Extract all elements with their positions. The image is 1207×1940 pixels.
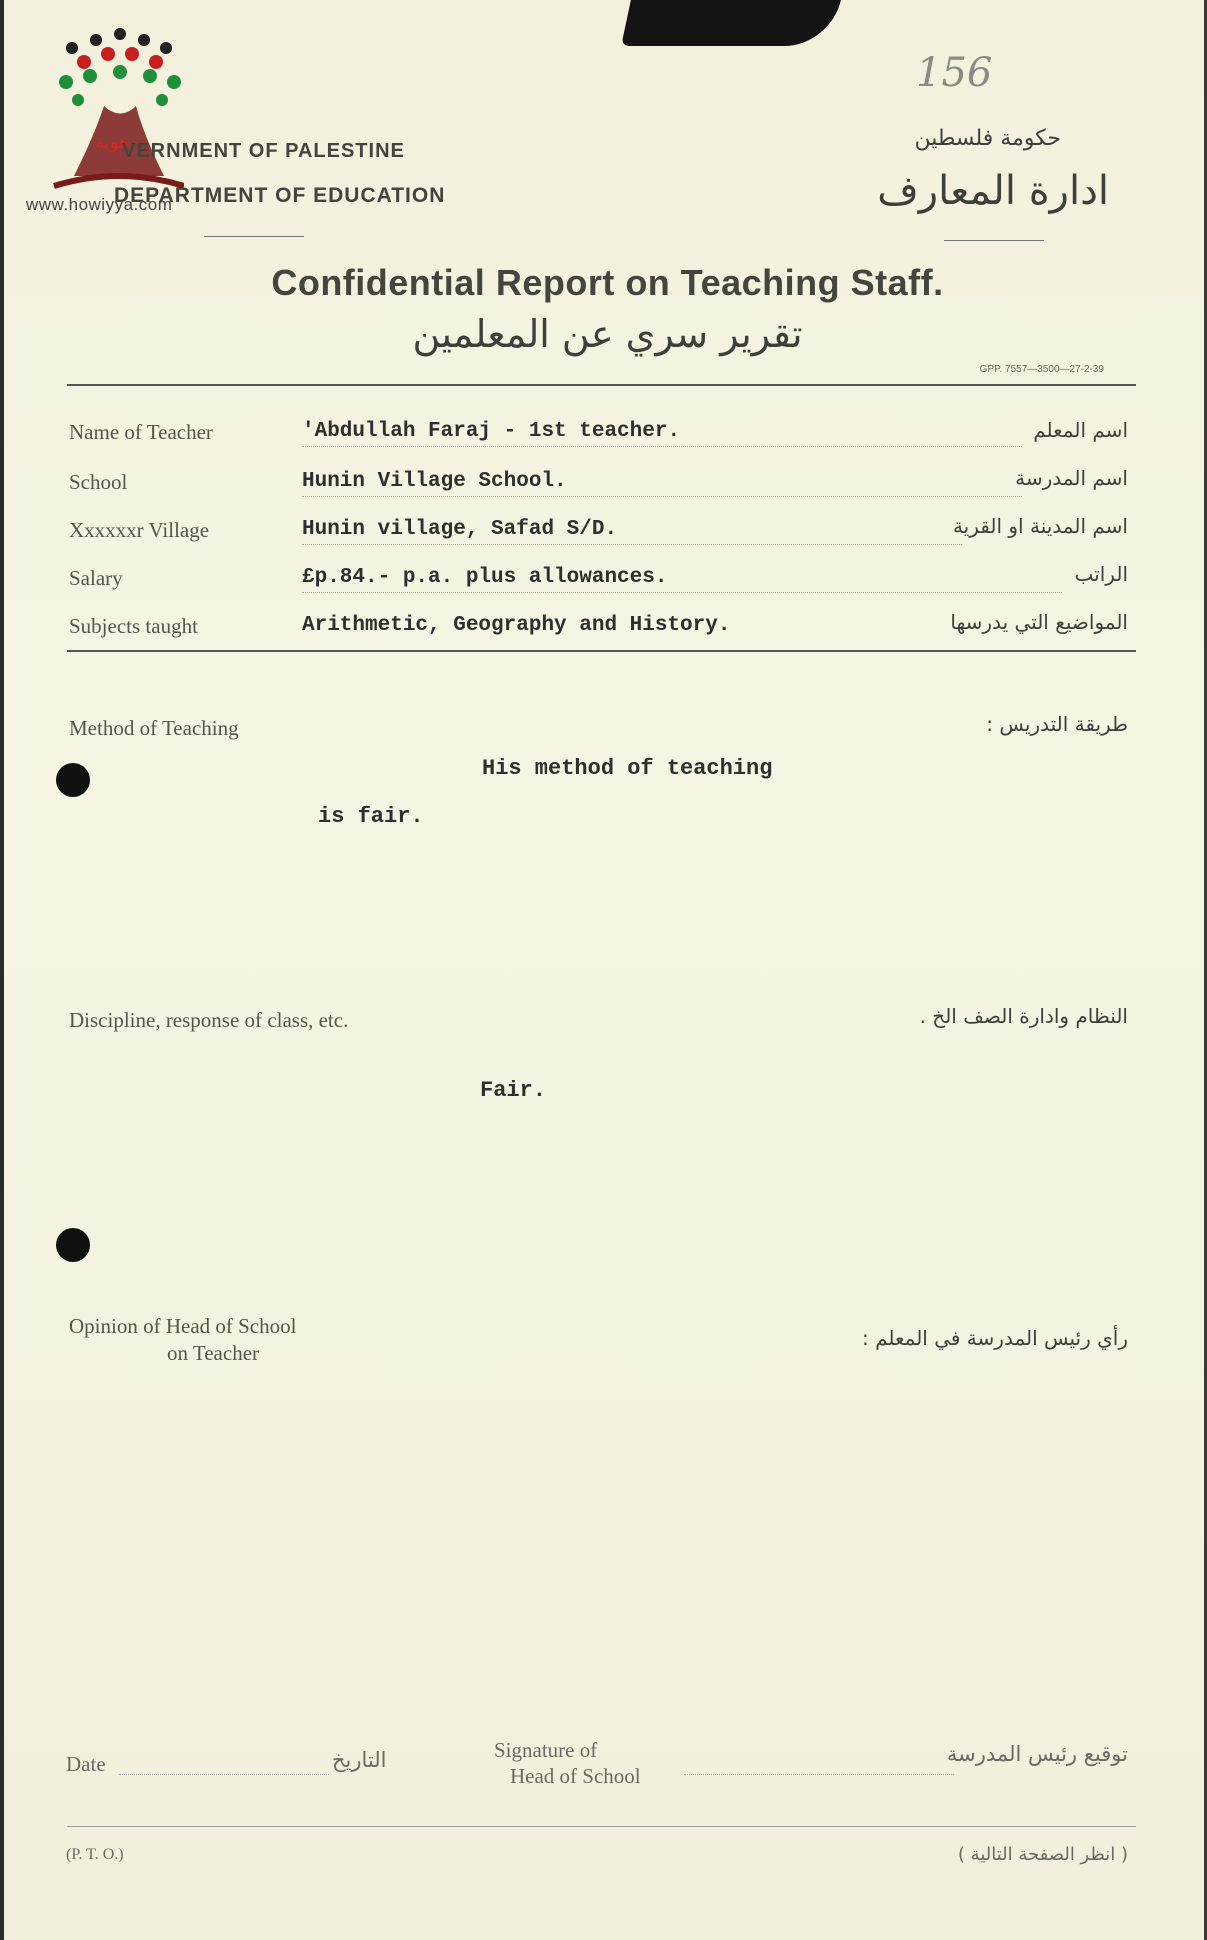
website-watermark: www.howiyya.com bbox=[26, 195, 173, 214]
discipline-label: Discipline, response of class, etc. bbox=[69, 1008, 349, 1032]
field-label-arabic: الراتب bbox=[1074, 562, 1128, 586]
date-label: Date bbox=[66, 1752, 106, 1776]
page-title: Confidential Report on Teaching Staff. bbox=[271, 262, 944, 303]
field-label-arabic: المواضيع التي يدرسها bbox=[950, 610, 1128, 634]
field-label-arabic: اسم المدينة او القرية bbox=[952, 514, 1128, 538]
arabic-department: ادارة المعارف bbox=[877, 168, 1109, 214]
field-value: Hunin village, Safad S/D. bbox=[302, 518, 618, 541]
opinion-label: Opinion of Head of School bbox=[69, 1314, 297, 1338]
print-code: GPP. 7557—3500—27-2-39 bbox=[979, 364, 1104, 375]
field-label: Salary bbox=[69, 566, 123, 590]
ink-blot bbox=[621, 0, 841, 46]
signature-label-arabic: توقيع رئيس المدرسة bbox=[946, 1742, 1128, 1766]
table-top-rule bbox=[67, 384, 1136, 386]
field-label: Name of Teacher bbox=[69, 420, 213, 444]
department-line: DEPARTMENT OF EDUCATION bbox=[114, 184, 446, 207]
field-value: 'Abdullah Faraj - 1st teacher. bbox=[302, 420, 681, 443]
field-value: Hunin Village School. bbox=[302, 470, 567, 493]
field-label: Xxxxxxr Village bbox=[69, 518, 210, 542]
table-bottom-rule bbox=[67, 650, 1136, 652]
footer-rule bbox=[67, 1826, 1136, 1827]
punch-hole bbox=[56, 1228, 90, 1262]
dotted-line bbox=[302, 592, 1062, 593]
pto-label-arabic: ( انظر الصفحة التالية ) bbox=[957, 1844, 1128, 1865]
method-label: Method of Teaching bbox=[69, 716, 239, 740]
field-value: £p.84.- p.a. plus allowances. bbox=[302, 566, 668, 589]
date-label-arabic: التاريخ bbox=[332, 1748, 387, 1772]
method-text-2: is fair. bbox=[318, 804, 424, 829]
field-label-arabic: اسم المعلم bbox=[1033, 418, 1128, 442]
signature-label-2: Head of School bbox=[510, 1764, 641, 1788]
method-text-1: His method of teaching bbox=[482, 756, 773, 781]
header-rule-left bbox=[204, 236, 304, 237]
punch-hole bbox=[56, 763, 90, 797]
dotted-line bbox=[302, 446, 1022, 447]
arabic-government: حكومة فلسطين bbox=[914, 126, 1061, 151]
signature-dotted-line bbox=[684, 1774, 954, 1775]
dotted-line bbox=[302, 544, 962, 545]
field-label: School bbox=[69, 470, 128, 494]
svg-text:هوية: هوية bbox=[95, 132, 129, 153]
discipline-label-arabic: النظام وادارة الصف الخ . bbox=[919, 1004, 1128, 1028]
field-value: Arithmetic, Geography and History. bbox=[302, 614, 731, 637]
folio-number: 156 bbox=[916, 50, 993, 96]
opinion-label-2: on Teacher bbox=[167, 1341, 260, 1365]
header-rule-right bbox=[944, 240, 1044, 241]
government-line: VERNMENT OF PALESTINE bbox=[122, 140, 405, 162]
field-label: Subjects taught bbox=[69, 614, 198, 638]
signature-label: Signature of bbox=[494, 1738, 598, 1762]
discipline-text: Fair. bbox=[480, 1078, 547, 1103]
method-label-arabic: طريقة التدريس : bbox=[986, 712, 1128, 736]
dotted-line bbox=[302, 496, 1022, 497]
field-label-arabic: اسم المدرسة bbox=[1015, 466, 1128, 490]
pto-label: (P. T. O.) bbox=[66, 1846, 124, 1863]
date-dotted-line bbox=[119, 1774, 329, 1775]
page-title-arabic: تقرير سري عن المعلمين bbox=[412, 312, 803, 356]
howiyya-logo bbox=[44, 26, 184, 196]
opinion-label-arabic: رأي رئيس المدرسة في المعلم : bbox=[861, 1326, 1128, 1350]
